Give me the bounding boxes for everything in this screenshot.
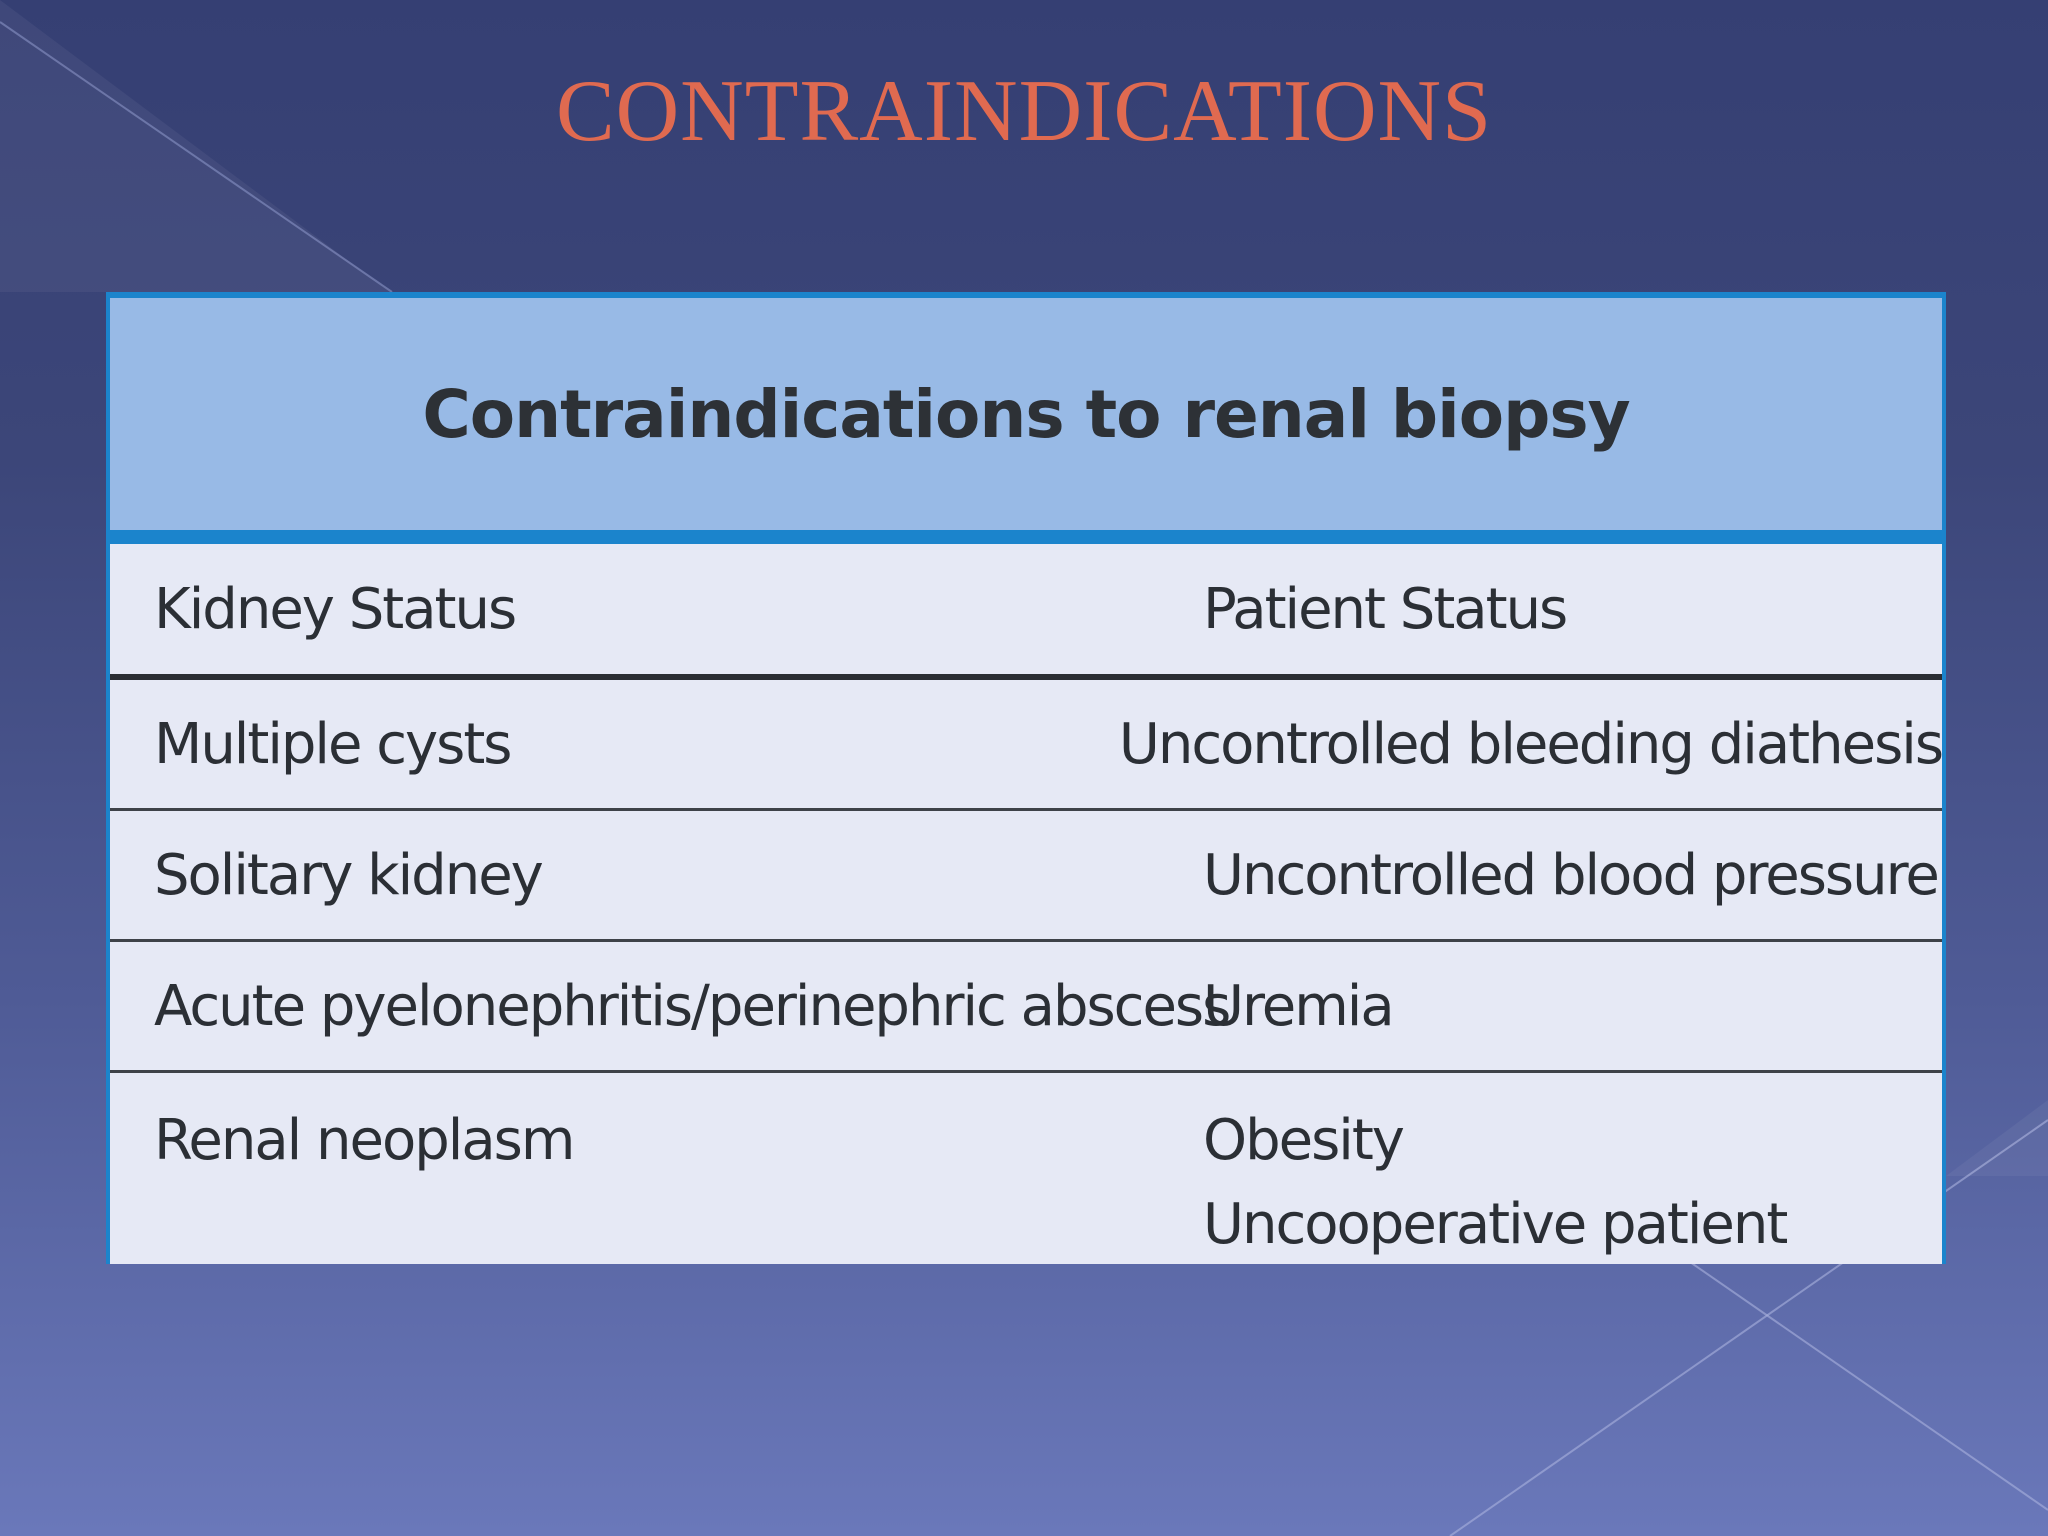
table-cell-patient: Uncontrolled bleeding diathesis [1118, 711, 1942, 777]
table-cell-patient: Uremia [1203, 973, 1393, 1039]
column-header-kidney-status: Kidney Status [154, 576, 516, 642]
contraindications-table [106, 292, 1946, 1264]
background-shape-right [1946, 1100, 2048, 1176]
background-line-right-a [1690, 1262, 2048, 1510]
table-cell-kidney: Solitary kidney [154, 842, 542, 908]
table-caption: Contraindications to renal biopsy [110, 298, 1942, 544]
table-row [110, 1073, 1942, 1260]
table-cell-patient [1203, 1073, 1942, 1260]
table-cell-patient: Uncontrolled blood pressure [1203, 842, 1938, 908]
table-row [110, 942, 1942, 1073]
table-cell-kidney: Acute pyelonephritis/perinephric abscess [154, 973, 1230, 1039]
table-cell-patient-line: Obesity [1203, 1108, 1403, 1173]
table-cell-kidney: Renal neoplasm [154, 1108, 574, 1173]
table-header-row [110, 544, 1942, 680]
slide-title: CONTRAINDICATIONS [555, 63, 1493, 160]
table-cell-patient-line: Uncooperative patient [1203, 1192, 1787, 1257]
table-row [110, 680, 1942, 811]
table-cell-kidney: Multiple cysts [154, 711, 511, 777]
table-row [110, 811, 1942, 942]
column-header-patient-status: Patient Status [1203, 576, 1567, 642]
